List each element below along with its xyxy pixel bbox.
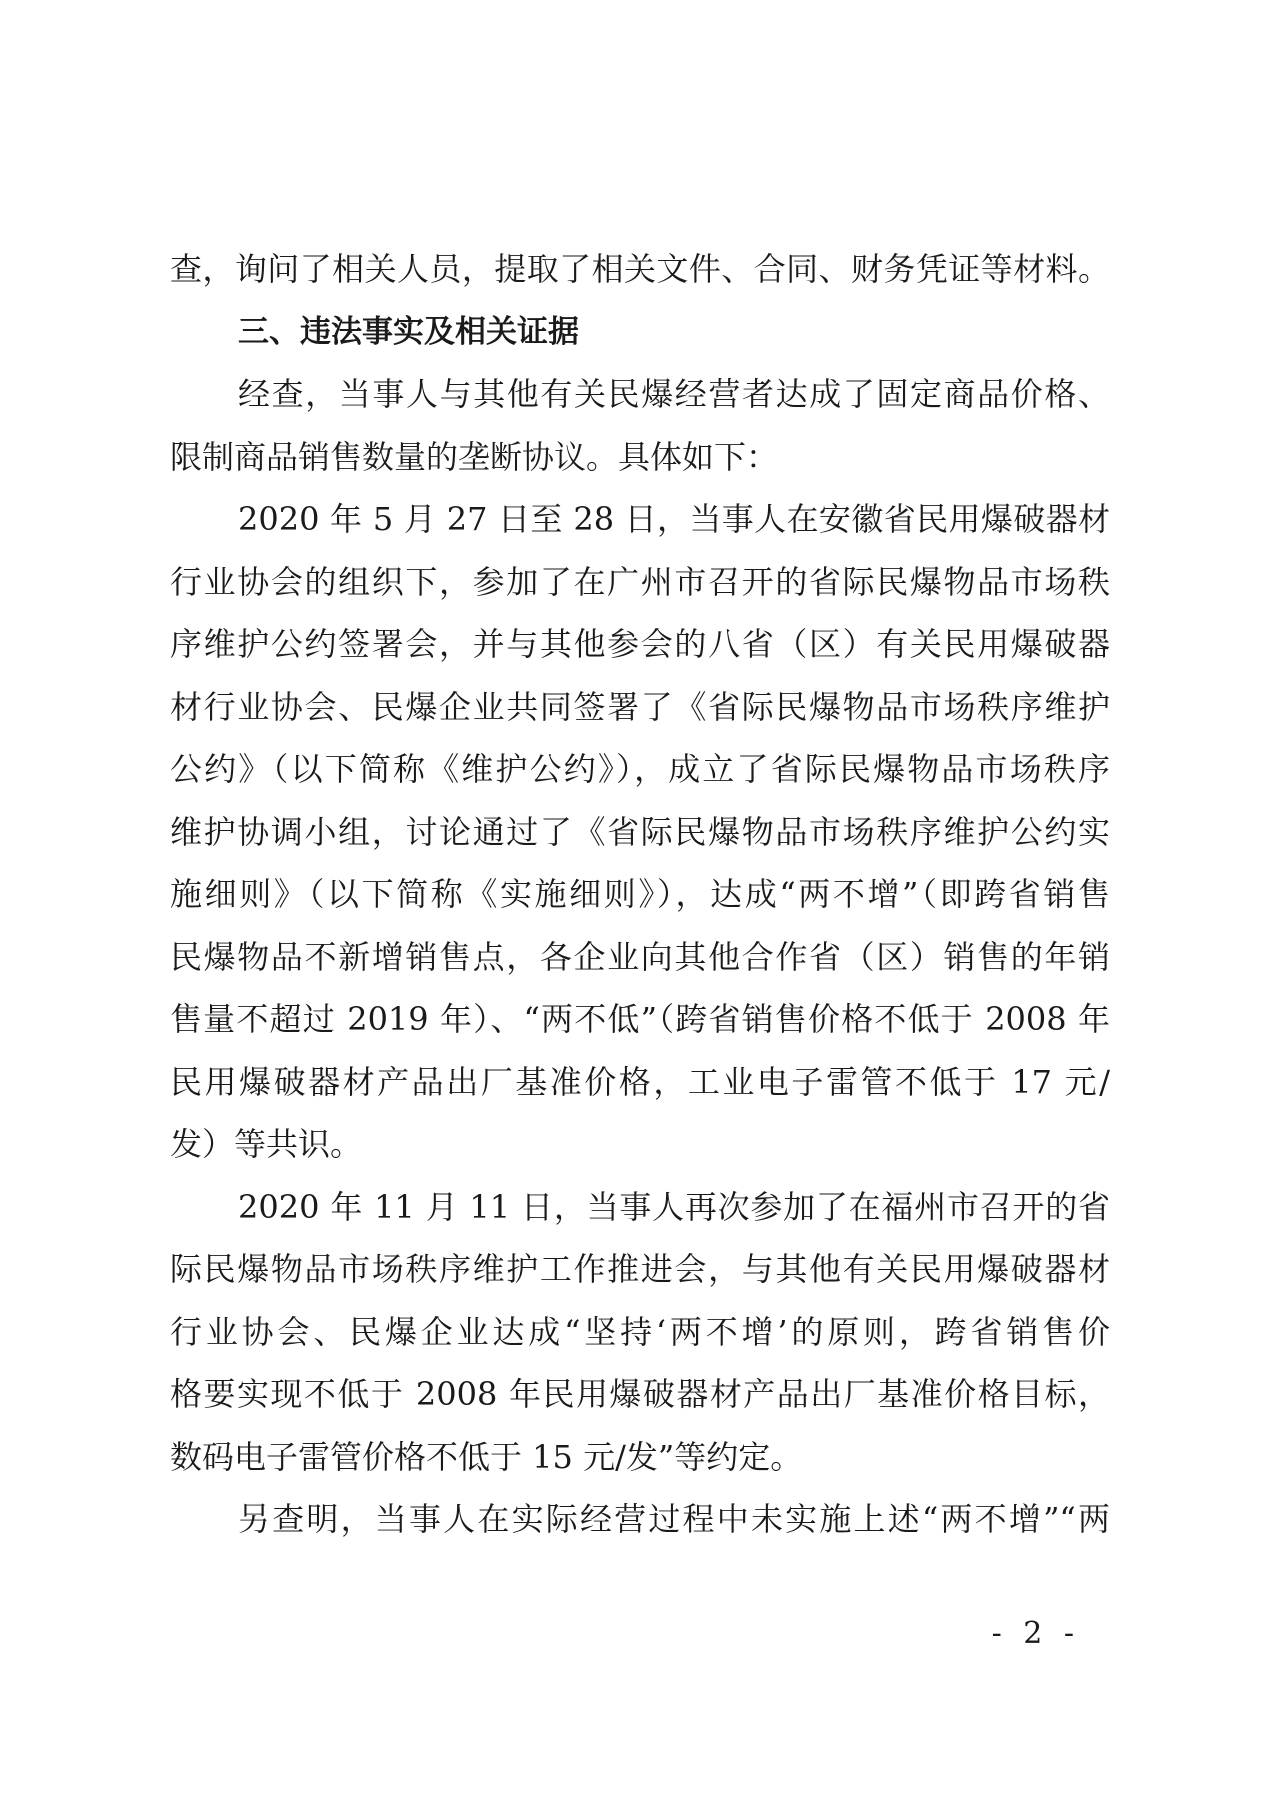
text-line: 另查明，当事人在实际经营过程中未实施上述“两不增”“两: [238, 1500, 1110, 1538]
text-line: 查，询问了相关人员，提取了相关文件、合同、财务凭证等材料。: [170, 250, 1110, 288]
body-text: [170, 238, 1110, 1551]
text-line: 售量不超过 2019 年）、“两不低”（跨省销售价格不低于 2008 年: [170, 1000, 1110, 1038]
text-line: 行业协会的组织下，参加了在广州市召开的省际民爆物品市场秩: [170, 562, 1110, 601]
text-line: 经查，当事人与其他有关民爆经营者达成了固定商品价格、: [238, 375, 1110, 413]
text-line: 序维护公约签署会，并与其他参会的八省（区）有关民用爆破器: [170, 625, 1110, 663]
text-line: 材行业协会、民爆企业共同签署了《省际民爆物品市场秩序维护: [170, 687, 1110, 726]
text-line: 发）等共识。: [170, 1125, 363, 1163]
text-line: 维护协调小组，讨论通过了《省际民爆物品市场秩序维护公约实: [170, 812, 1110, 851]
text-line: 公约》（以下简称《维护公约》），成立了省际民爆物品市场秩序: [170, 750, 1110, 788]
text-line: 数码电子雷管价格不低于 15 元/发”等约定。: [170, 1437, 803, 1476]
text-line: 民爆物品不新增销售点，各企业向其他合作省（区）销售的年销: [170, 937, 1110, 976]
page-number: - 2 -: [991, 1616, 1080, 1651]
text-line: 限制商品销售数量的垄断协议。具体如下：: [170, 437, 779, 476]
text-line: 行业协会、民爆企业达成“坚持‘两不增’的原则，跨省销售价: [170, 1312, 1110, 1351]
text-line: 施细则》（以下简称《实施细则》），达成“两不增”（即跨省销售: [170, 875, 1110, 913]
text-line: 2020 年 11 月 11 日，当事人再次参加了在福州市召开的省: [238, 1187, 1110, 1226]
text-line: 2020 年 5 月 27 日至 28 日，当事人在安徽省民用爆破器材: [238, 500, 1110, 538]
section-heading: 三、违法事实及相关证据: [238, 313, 579, 350]
text-line: 际民爆物品市场秩序维护工作推进会，与其他有关民用爆破器材: [170, 1250, 1110, 1288]
text-line: 格要实现不低于 2008 年民用爆破器材产品出厂基准价格目标，: [170, 1375, 1110, 1413]
text-line: 民用爆破器材产品出厂基准价格，工业电子雷管不低于 17 元/: [170, 1062, 1110, 1101]
